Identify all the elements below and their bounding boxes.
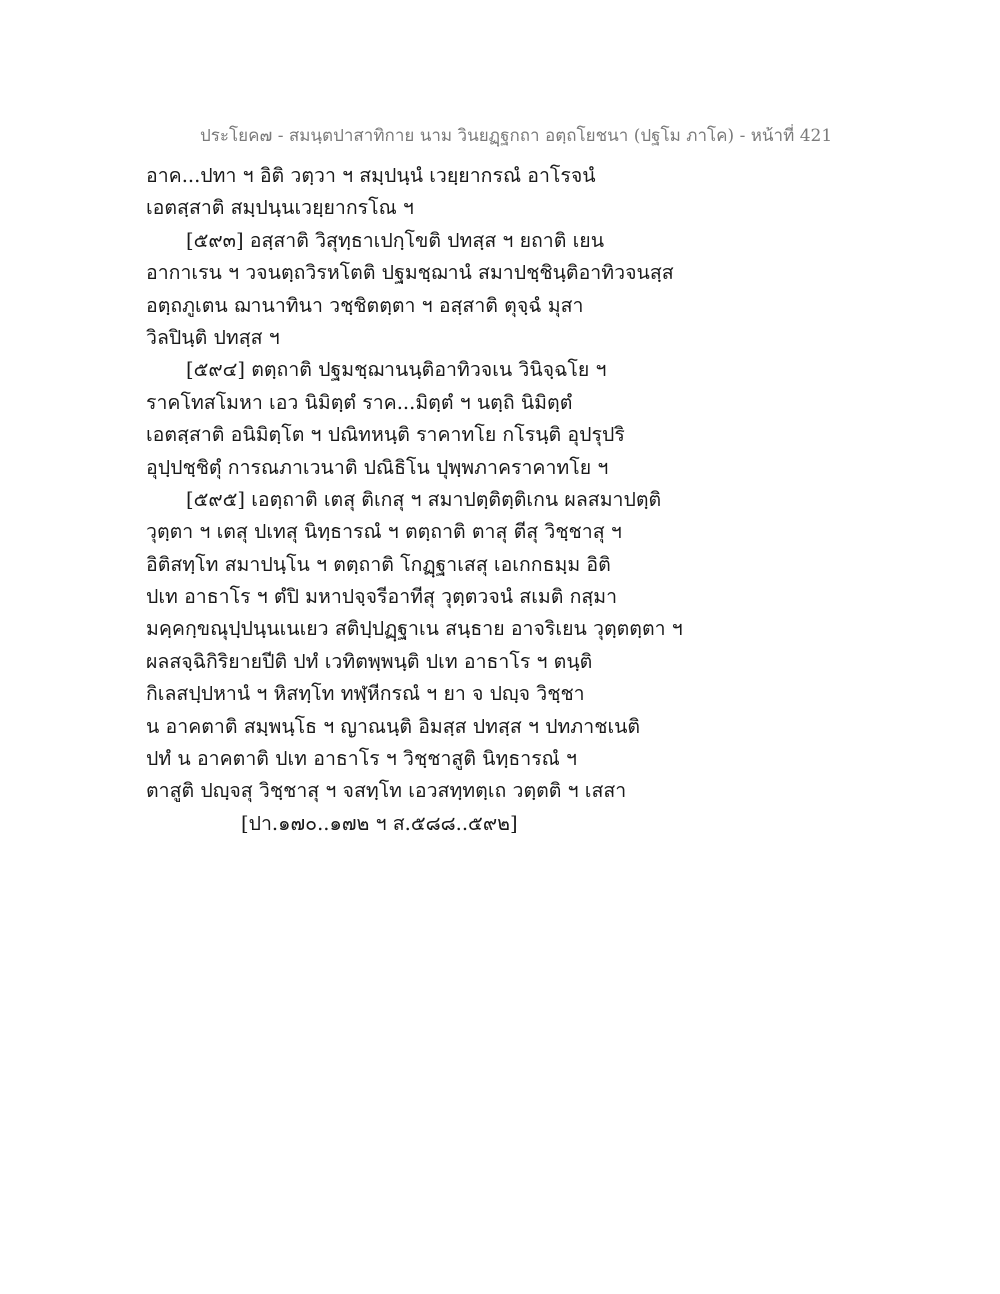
text-line: ราคโทสโมหา เอว นิมิตฺตํ ราค...มิตฺตํ ฯ นตฺถิ นิมิตฺตํ [146, 390, 573, 414]
page-reference: [ปา.๑๗๐..๑๗๒ ฯ ส.๕๘๘..๕๙๒] [241, 811, 518, 835]
paragraph-595-start: [๕๙๕] เอตฺถาติ เตสุ ติเกสุ ฯ สมาปตฺติตฺติเกน ผลสมาปตฺติ [186, 487, 662, 511]
text-line: ปทํ น อาคตาติ ปเท อาธาโร ฯ วิชฺชาสูติ นิทฺธารณํ ฯ [146, 747, 577, 771]
body-text [146, 160, 866, 840]
text-line: ปเท อาธาโร ฯ ตํปิ มหาปจฺจรีอาทีสุ วุตฺตวจนํ สเมติ กสฺมา [146, 585, 618, 609]
text-line: เอตสฺสาติ อนิมิตฺโต ฯ ปณิทหนฺติ ราคาทโย กโรนฺติ อุปรุปริ [146, 423, 625, 447]
text-line: เอตสฺสาติ สมฺปนฺนเวยฺยากรโณ ฯ [146, 196, 414, 220]
text-line: กิเลสปฺปหานํ ฯ หิสทฺโท ทฬฺหีกรณํ ฯ ยา จ ปญฺจ วิชฺชา [146, 682, 585, 706]
paragraph-594-start: [๕๙๔] ตตฺถาติ ปฐมชฺฌานนฺติอาทิวจเน วินิจฺฉโย ฯ [186, 358, 607, 382]
text-line: อาค...ปทา ฯ อิติ วตฺวา ฯ สมฺปนฺนํ เวยฺยากรณํ อาโรจนํ [146, 164, 596, 187]
text-line: อิติสทฺโท สมาปนฺโน ฯ ตตฺถาติ โกฏฺฐาเสสุ เอเกกธมฺม อิติ [146, 552, 611, 576]
text-line: ตาสูติ ปญฺจสุ วิชฺชาสุ ฯ จสทฺโท เอวสทฺทตฺเถ วตฺตติ ฯ เสสา [146, 779, 627, 803]
text-line: ผลสจฺฉิกิริยายปีติ ปทํ เวทิตพฺพนฺติ ปเท อาธาโร ฯ ตนฺติ [146, 649, 593, 673]
text-line: วุตฺตา ฯ เตสุ ปเทสุ นิทฺธารณํ ฯ ตตฺถาติ ตาสุ ตีสุ วิชฺชาสุ ฯ [146, 520, 622, 544]
text-line: วิลปินฺติ ปทสฺส ฯ [146, 325, 280, 349]
text-line: มคฺคกฺขณุปฺปนฺนเนเยว สติปฺปฏฺฐาเน สนฺธาย อาจริเยน วุตฺตตฺตา ฯ [146, 617, 683, 641]
paragraph-593-start: [๕๙๓] อสฺสาติ วิสุทฺธาเปกฺโขติ ปทสฺส ฯ ยถาติ เยน [186, 228, 605, 252]
running-header: ประโยค๗ - สมนฺตปาสาทิกาย นาม วินยฏฺฐกถา อตฺถโยชนา (ปฐโม ภาโค) - หน้าที่ 421 [200, 126, 833, 146]
text-line: น อาคตาติ สมฺพนฺโธ ฯ ญาณนฺติ อิมสฺส ปทสฺส ฯ ปทภาชเนติ [146, 714, 641, 738]
text-line: อากาเรน ฯ วจนตฺถวิรหโตติ ปฐมชฺฌานํ สมาปชฺชินฺติอาทิวจนสฺส [146, 261, 674, 285]
text-line: อุปฺปชฺชิตุํ การณภาเวนาติ ปณิธิโน ปุพฺพภาคราคาทโย ฯ [146, 455, 609, 479]
text-line: อตฺถภูเตน ฌานาทินา วชฺชิตตฺตา ฯ อสฺสาติ ตุจฺฉํ มุสา [146, 293, 584, 317]
